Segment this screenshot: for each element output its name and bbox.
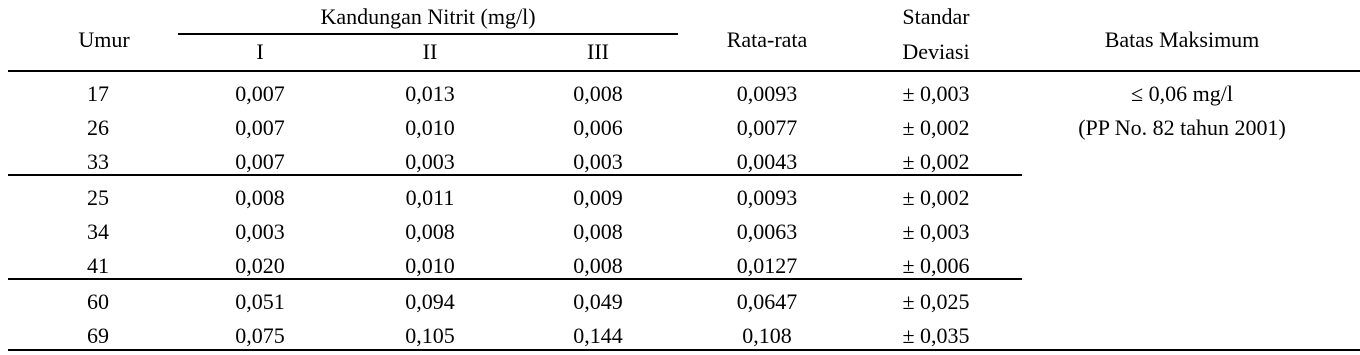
header-col-i: I [256, 39, 264, 64]
header-kandungan-underline [178, 33, 678, 35]
cell-col-iii: 0,008 [573, 81, 623, 106]
header-standar: Standar [902, 4, 970, 29]
cell-umur: 34 [87, 219, 109, 244]
cell-col-ii: 0,008 [405, 219, 455, 244]
header-rata-rata: Rata-rata [726, 27, 808, 52]
cell-rata-rata: 0,0093 [736, 185, 798, 210]
cell-standar-deviasi: ± 0,002 [902, 185, 970, 210]
cell-col-iii: 0,009 [573, 185, 623, 210]
cell-umur: 17 [87, 81, 109, 106]
cell-col-iii: 0,049 [573, 289, 623, 314]
header-bottom-rule [8, 70, 1360, 72]
cell-standar-deviasi: ± 0,035 [902, 323, 970, 348]
cell-umur: 69 [87, 323, 109, 348]
cell-col-iii: 0,144 [573, 323, 623, 348]
cell-col-i: 0,007 [235, 149, 285, 174]
cell-standar-deviasi: ± 0,006 [902, 253, 970, 278]
cell-col-i: 0,007 [235, 81, 285, 106]
table-bottom-rule [8, 349, 1360, 351]
cell-col-ii: 0,010 [405, 253, 455, 278]
batas-source: (PP No. 82 tahun 2001) [1078, 115, 1286, 140]
cell-col-ii: 0,011 [405, 185, 455, 210]
cell-rata-rata: 0,0093 [736, 81, 798, 106]
cell-rata-rata: 0,0127 [736, 253, 798, 278]
group-divider-1 [8, 174, 1022, 176]
cell-umur: 33 [87, 149, 109, 174]
cell-umur: 41 [87, 253, 109, 278]
batas-value: ≤ 0,06 mg/l [1131, 81, 1233, 106]
header-col-ii: II [422, 39, 438, 64]
cell-col-i: 0,003 [235, 219, 285, 244]
cell-col-ii: 0,094 [405, 289, 455, 314]
cell-col-iii: 0,003 [573, 149, 623, 174]
header-kandungan-nitrit: Kandungan Nitrit (mg/l) [320, 4, 536, 29]
cell-col-i: 0,075 [235, 323, 285, 348]
group-divider-2 [8, 278, 1022, 280]
cell-col-i: 0,008 [235, 185, 285, 210]
cell-col-i: 0,051 [235, 289, 285, 314]
header-batas-maksimum: Batas Maksimum [1104, 27, 1260, 52]
cell-rata-rata: 0,108 [742, 323, 792, 348]
header-deviasi: Deviasi [902, 39, 970, 64]
cell-standar-deviasi: ± 0,003 [902, 219, 970, 244]
cell-col-iii: 0,008 [573, 219, 623, 244]
cell-col-i: 0,007 [235, 115, 285, 140]
cell-col-i: 0,020 [235, 253, 285, 278]
cell-col-ii: 0,010 [405, 115, 455, 140]
cell-umur: 60 [87, 289, 109, 314]
cell-umur: 25 [87, 185, 109, 210]
cell-standar-deviasi: ± 0,002 [902, 149, 970, 174]
cell-standar-deviasi: ± 0,002 [902, 115, 970, 140]
cell-rata-rata: 0,0077 [736, 115, 798, 140]
cell-umur: 26 [87, 115, 109, 140]
cell-col-ii: 0,003 [405, 149, 455, 174]
cell-col-ii: 0,105 [405, 323, 455, 348]
header-col-iii: III [587, 39, 609, 64]
cell-col-iii: 0,006 [573, 115, 623, 140]
cell-rata-rata: 0,0043 [736, 149, 798, 174]
cell-rata-rata: 0,0647 [736, 289, 798, 314]
header-umur: Umur [78, 27, 130, 52]
cell-standar-deviasi: ± 0,003 [902, 81, 970, 106]
cell-rata-rata: 0,0063 [736, 219, 798, 244]
cell-standar-deviasi: ± 0,025 [902, 289, 970, 314]
cell-col-iii: 0,008 [573, 253, 623, 278]
cell-col-ii: 0,013 [405, 81, 455, 106]
